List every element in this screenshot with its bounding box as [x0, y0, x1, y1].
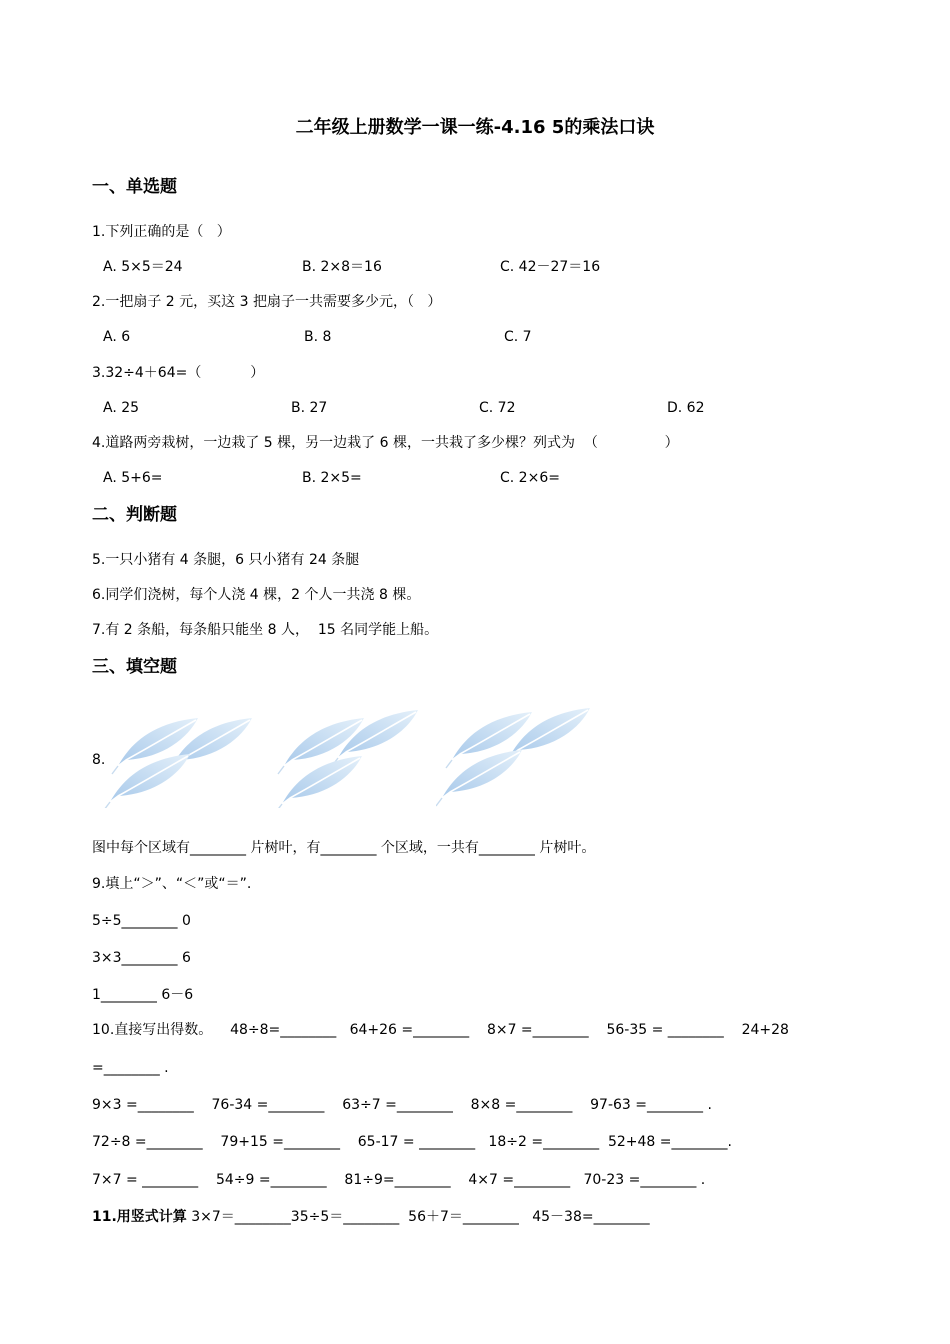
question-4-option-c[interactable]: C. 2×6= [500, 470, 560, 486]
question-3-option-b[interactable]: B. 27 [291, 400, 328, 416]
question-4-stem: 4.道路两旁栽树，一边栽了 5 棵，另一边栽了 6 棵，一共栽了多少棵？列式为 （ ） [92, 435, 679, 451]
question-10-line-1: 10.直接写出得数。 48÷8=________ 64+26 =________ 8×7 =________ 56-35 = ________ 24+28 [92, 1022, 789, 1038]
question-3-option-a[interactable]: A. 25 [103, 400, 140, 416]
question-3-option-c[interactable]: C. 72 [479, 400, 516, 416]
page-title: 二年级上册数学一课一练-4.16 5的乘法口诀 [295, 117, 655, 138]
question-4-option-a[interactable]: A. 5+6= [103, 470, 163, 486]
question-9-stem: 9.填上“＞”、“＜”或“＝”. [92, 876, 252, 892]
question-1-option-b[interactable]: B. 2×8＝16 [302, 259, 382, 275]
question-4-option-b[interactable]: B. 2×5= [302, 470, 362, 486]
question-1-option-c[interactable]: C. 42－27＝16 [500, 259, 601, 275]
question-10-line-2: =________ . [92, 1060, 169, 1076]
question-11-label: 11.用竖式计算 [92, 1209, 187, 1225]
question-7: 7.有 2 条船，每条船只能坐 8 人， 15 名同学能上船。 [92, 622, 439, 638]
question-10-line-4: 72÷8 =________ 79+15 =________ 65-17 = ________ 18÷2 =________ 52+48 =________. [92, 1134, 732, 1150]
question-8-number: 8. [92, 752, 106, 768]
question-2-option-c[interactable]: C. 7 [504, 329, 532, 345]
question-11-text: 3×7＝________35÷5＝________ 56＋7＝________ 45－38=________ [186, 1209, 650, 1225]
section-heading-fill-blank: 三、填空题 [92, 657, 177, 677]
question-1-stem: 1.下列正确的是（ ） [92, 224, 231, 240]
leaf-group-3-icon [436, 704, 596, 808]
question-8-text: 图中每个区域有________ 片树叶，有________ 个区域，一共有________ 片树叶。 [92, 840, 596, 856]
question-1-option-a[interactable]: A. 5×5＝24 [103, 259, 183, 275]
question-5: 5.一只小猪有 4 条腿，6 只小猪有 24 条腿 [92, 552, 360, 568]
question-3-option-d[interactable]: D. 62 [667, 400, 705, 416]
leaf-group-2-icon [276, 704, 436, 808]
question-10-line-5: 7×7 = ________ 54÷9 =________ 81÷9=________ 4×7 =________ 70-23 =________ . [92, 1172, 706, 1188]
section-heading-true-false: 二、判断题 [92, 505, 177, 525]
question-11 [92, 1208, 650, 1226]
question-2-stem: 2.一把扇子 2 元，买这 3 把扇子一共需要多少元，（ ） [92, 294, 442, 310]
question-9-line-1: 5÷5________ 0 [92, 913, 191, 929]
question-10-line-3: 9×3 =________ 76-34 =________ 63÷7 =________ 8×8 =________ 97-63 =________ . [92, 1097, 712, 1113]
section-heading-single-choice: 一、单选题 [92, 177, 177, 197]
question-9-line-2: 3×3________ 6 [92, 950, 191, 966]
question-6: 6.同学们浇树，每个人浇 4 棵，2 个人一共浇 8 棵。 [92, 587, 421, 603]
leaf-group-1-icon [104, 704, 264, 808]
question-2-option-b[interactable]: B. 8 [304, 329, 332, 345]
question-2-option-a[interactable]: A. 6 [103, 329, 131, 345]
question-9-line-3: 1________ 6－6 [92, 987, 194, 1003]
question-3-stem: 3.32÷4＋64=（ ） [92, 365, 265, 381]
